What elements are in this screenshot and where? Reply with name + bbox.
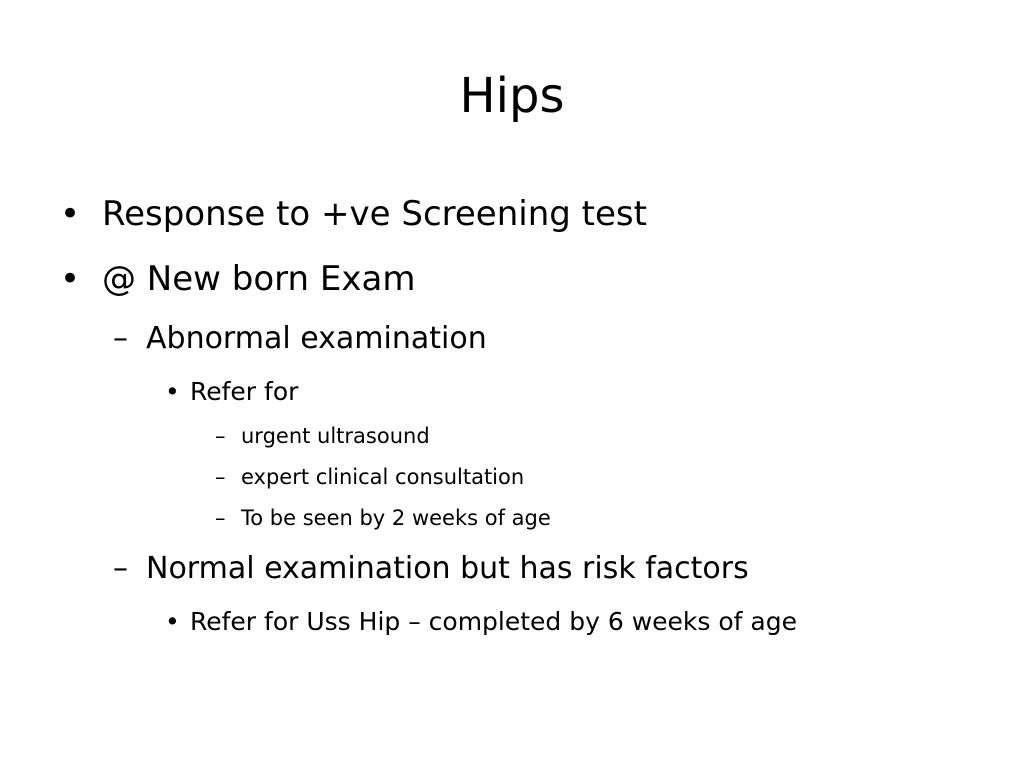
bullet-text: Refer for Uss Hip – completed by 6 weeks of age	[190, 607, 797, 636]
bullet-text: Response to +ve Screening test	[102, 194, 647, 234]
slide-title: Hips	[459, 68, 565, 124]
bullet-text: @ New born Exam	[102, 259, 416, 299]
bullet-text: To be seen by 2 weeks of age	[241, 506, 551, 530]
dash-marker: –	[113, 321, 128, 356]
dash-marker: –	[215, 424, 226, 448]
bullet-text: Abnormal examination	[146, 321, 487, 356]
bullet-text: expert clinical consultation	[241, 465, 525, 489]
bullet-marker: •	[60, 259, 81, 299]
bullet-marker: •	[165, 607, 180, 636]
dash-marker: –	[215, 506, 226, 530]
bullet-text: Normal examination but has risk factors	[146, 551, 749, 586]
bullet-marker: •	[60, 194, 81, 234]
dash-marker: –	[215, 465, 226, 489]
dash-marker: –	[113, 551, 128, 586]
bullet-marker: •	[165, 377, 180, 406]
bullet-text: urgent ultrasound	[241, 424, 430, 448]
bullet-text: Refer for	[190, 377, 299, 406]
